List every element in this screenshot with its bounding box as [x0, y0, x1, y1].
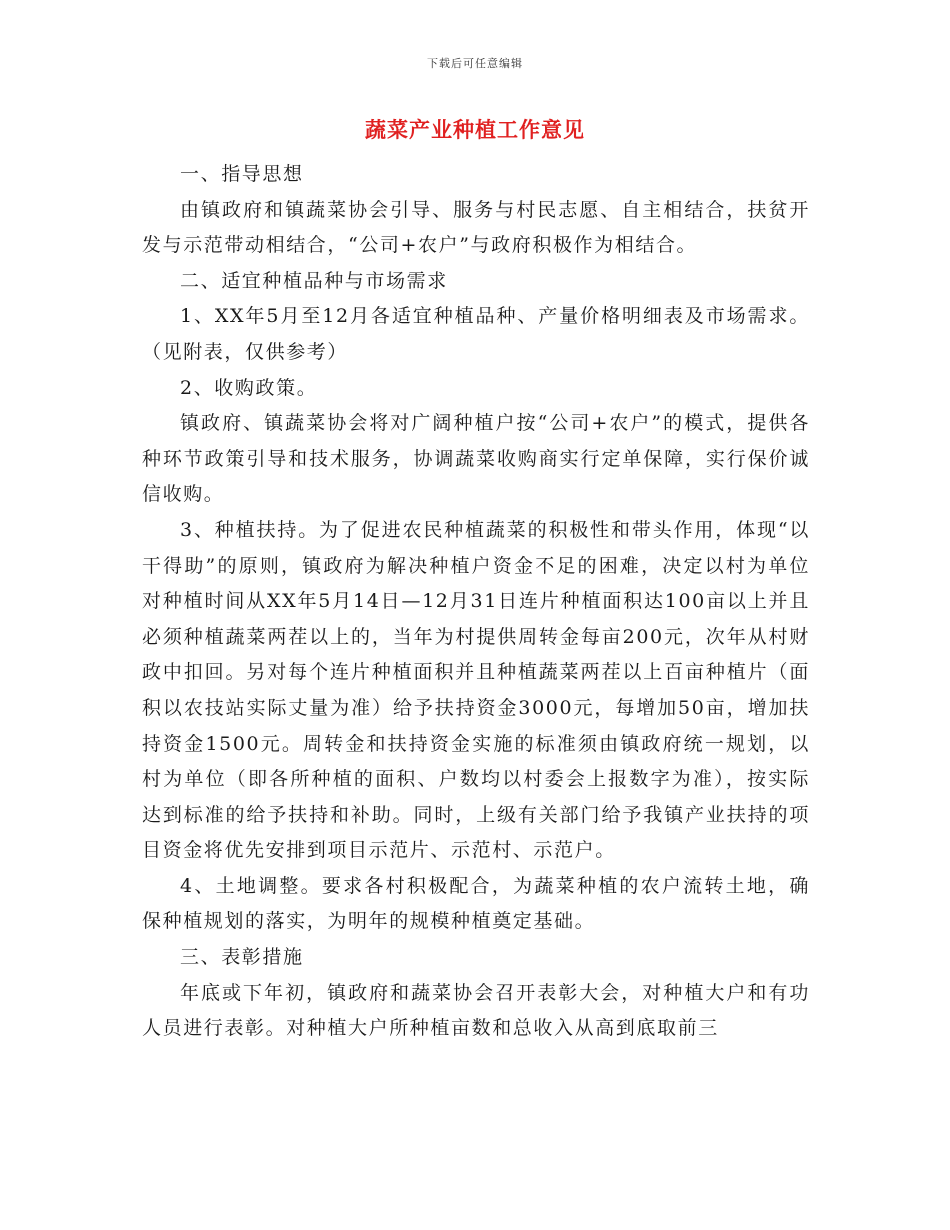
paragraph: 由镇政府和镇蔬菜协会引导、服务与村民志愿、自主相结合，扶贫开发与示范带动相结合，“公司+农户”与政府积极作为相结合。	[142, 198, 810, 257]
paragraph: 2、收购政策。	[180, 376, 318, 399]
paragraph: 镇政府、镇蔬菜协会将对广阔种植户按“公司+农户”的模式，提供各种环节政策引导和技术服务，协调蔬菜收购商实行定单保障，实行保价诚信收购。	[142, 412, 810, 506]
document-body	[142, 157, 810, 1047]
heading-varieties-market: 二、适宜种植品种与市场需求	[180, 269, 448, 292]
paragraph: 年底或下年初，镇政府和蔬菜协会召开表彰大会，对种植大户和有功人员进行表彰。对种植大户所种植亩数和总收入从高到底取前三	[142, 981, 810, 1040]
heading-guiding-principle: 一、指导思想	[180, 163, 304, 185]
header-note: 下载后可任意编辑	[427, 57, 523, 70]
document-title: 蔬菜产业种植工作意见	[365, 117, 585, 142]
paragraph: 4、土地调整。要求各村积极配合，为蔬菜种植的农户流转土地，确保种植规划的落实，为明年的规模种植奠定基础。	[142, 874, 810, 933]
heading-commendation: 三、表彰措施	[180, 946, 304, 969]
paragraph: 3、种植扶持。为了促进农民种植蔬菜的积极性和带头作用，体现“以干得助”的原则，镇政府为解决种植户资金不足的困难，决定以村为单位对种植时间从XX年5月14日—12月31日连片种植面积达100亩以上并且必须种植蔬菜两茬以上的，当年为村提供周转金每亩200元，次年从村财政中扣回。另对每个连片种植面积并且种植蔬菜两茬以上百亩种植片（面积以农技站实际丈量为准）给予扶持资金3000元，每增加50亩，增加扶持资金1500元。周转金和扶持资金实施的标准须由镇政府统一规划，以村为单位（即各所种植的面积、户数均以村委会上报数字为准），按实际达到标准的给予扶持和补助。同时，上级有关部门给予我镇产业扶持的项目资金将优先安排到项目示范片、示范村、示范户。	[142, 518, 810, 862]
paragraph: 1、XX年5月至12月各适宜种植品种、产量价格明细表及市场需求。（见附表，仅供参考）	[142, 305, 810, 363]
